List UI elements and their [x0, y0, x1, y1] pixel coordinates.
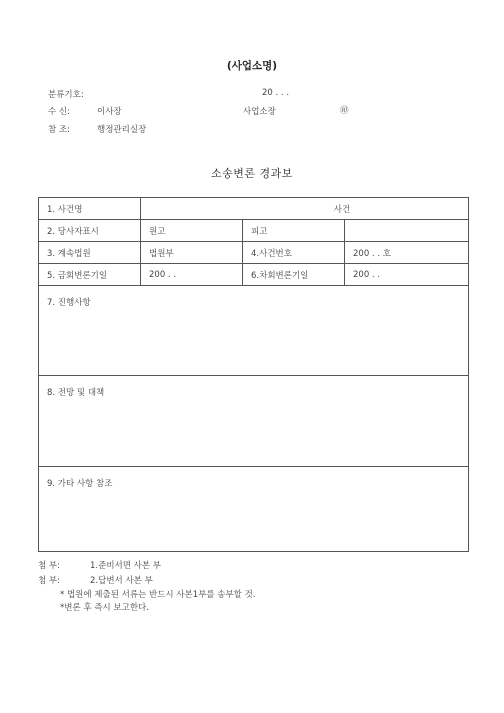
row-dates — [39, 264, 469, 286]
sender-label: 사업소장 — [243, 107, 276, 117]
doc-number-label: 분류기호: — [48, 90, 84, 100]
report-title: 소송변론 경과보 — [211, 167, 293, 180]
outlook-section[interactable]: 8. 전망 및 대책 — [39, 376, 469, 467]
court-field[interactable]: 법원부 — [141, 242, 243, 264]
court-label: 3. 계속법원 — [39, 242, 141, 264]
row-court — [39, 242, 469, 264]
progress-section[interactable]: 7. 진행사항 — [39, 286, 469, 376]
row-outlook — [39, 376, 469, 467]
report-form-table — [38, 197, 469, 552]
seal-mark: ㊞ — [340, 106, 349, 116]
row-party — [39, 220, 469, 242]
other-notes-section[interactable]: 9. 가타 사항 참조 — [39, 467, 469, 552]
case-number-field[interactable]: 200 . . 호 — [345, 242, 469, 264]
recipient-label: 수 신: — [48, 107, 70, 117]
case-name-field[interactable]: 사건 — [141, 198, 469, 220]
defendant-field[interactable]: 피고 — [243, 220, 345, 242]
recipient-value: 이사장 — [97, 107, 122, 117]
case-number-label: 4.사건번호 — [243, 242, 345, 264]
attachment-2-label: 첨 부: — [38, 576, 60, 586]
note-report-after: *변론 후 즉시 보고한다. — [60, 603, 149, 613]
reference-label: 참 조: — [48, 125, 70, 135]
attachment-1-label: 첨 부: — [38, 561, 60, 571]
party-label: 2. 당사자표시 — [39, 220, 141, 242]
row-progress — [39, 286, 469, 376]
reference-value: 행정관리실장 — [97, 125, 147, 135]
page-title: (사업소명) — [226, 60, 278, 72]
row-other — [39, 467, 469, 552]
this-hearing-date-field[interactable]: 200 . . — [141, 264, 243, 286]
row-case-name — [39, 198, 469, 220]
this-hearing-date-label: 5. 금회변론기일 — [39, 264, 141, 286]
attachment-2-value: 2.답변서 사본 부 — [90, 576, 153, 586]
case-name-label: 1. 사건명 — [39, 198, 141, 220]
attachment-1-value: 1.준비서면 사본 부 — [90, 561, 161, 571]
next-hearing-date-field[interactable]: 200 . . — [345, 264, 469, 286]
plaintiff-field[interactable]: 원고 — [141, 220, 243, 242]
next-hearing-date-label: 6.차회변론기일 — [243, 264, 345, 286]
document-date: 20 . . . — [262, 88, 290, 98]
party-extra-field[interactable] — [345, 220, 469, 242]
note-submit-copy: * 법원에 제출된 서류는 반드시 사본1부를 송부할 것. — [60, 590, 256, 600]
